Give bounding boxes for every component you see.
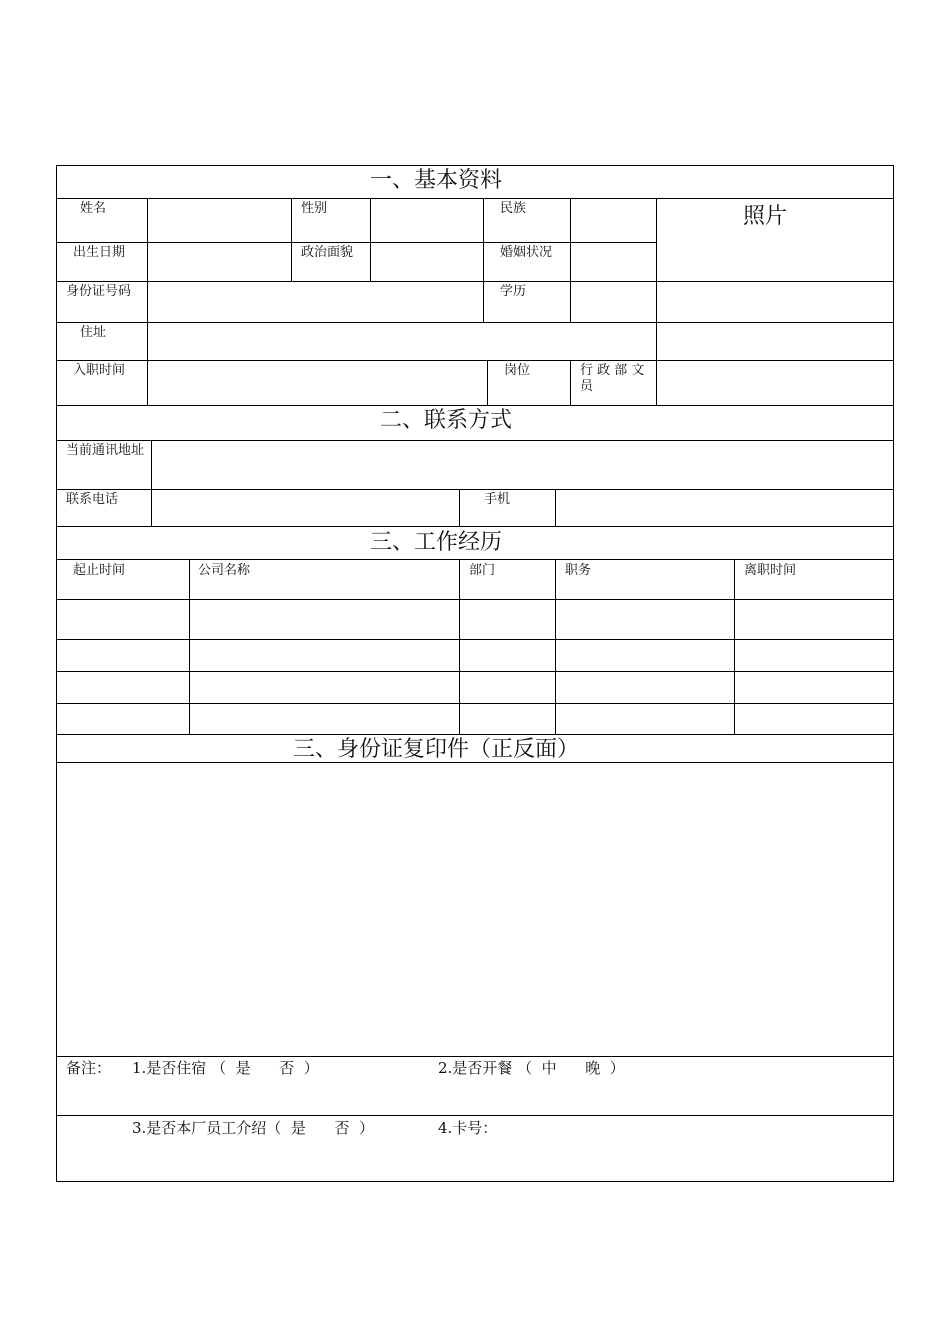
- rule: [56, 671, 894, 672]
- rule: [56, 440, 894, 441]
- rule: [555, 489, 556, 527]
- note-accommodation: 1.是否住宿 （ 是 否 ）: [132, 1059, 319, 1077]
- gender-label: 性别: [301, 201, 328, 216]
- border-top: [56, 165, 894, 166]
- rule: [56, 322, 894, 323]
- rule: [555, 559, 556, 735]
- rule: [56, 489, 894, 490]
- note-card-number: 4.卡号：: [438, 1119, 498, 1137]
- rule: [56, 405, 894, 406]
- mail-address-label: 当前通讯地址: [66, 443, 145, 458]
- rule: [483, 198, 484, 323]
- work-header-department: 部门: [469, 563, 496, 578]
- hire-date-label: 入职时间: [73, 363, 126, 378]
- rule: [151, 440, 152, 527]
- rule: [734, 559, 735, 735]
- rule: [56, 559, 894, 560]
- rule: [570, 360, 571, 406]
- rule: [56, 198, 894, 199]
- rule: [459, 559, 460, 735]
- rule: [56, 1115, 894, 1116]
- rule: [56, 734, 894, 735]
- name-label: 姓名: [80, 201, 107, 216]
- photo-label: 照片: [743, 204, 788, 229]
- work-header-leave-date: 离职时间: [744, 563, 797, 578]
- rule: [56, 599, 894, 600]
- rule: [370, 198, 371, 282]
- rule: [56, 281, 894, 282]
- rule: [459, 489, 460, 527]
- work-header-company: 公司名称: [198, 563, 251, 578]
- section-title-basic: 一、基本资料: [369, 168, 502, 193]
- border-right: [893, 165, 894, 1182]
- ethnicity-label: 民族: [500, 201, 527, 216]
- border-bottom: [56, 1181, 894, 1182]
- work-header-period: 起止时间: [73, 563, 126, 578]
- section-title-contact: 二、联系方式: [379, 408, 512, 433]
- id-number-label: 身份证号码: [66, 284, 132, 299]
- section-title-id-copy: 三、身份证复印件（正反面）: [292, 737, 579, 762]
- political-status-label: 政治面貌: [301, 245, 354, 260]
- rule: [189, 559, 190, 735]
- rule: [56, 1056, 894, 1057]
- education-label: 学历: [500, 284, 527, 299]
- rule: [656, 198, 657, 406]
- rule: [570, 198, 571, 323]
- rule: [56, 526, 894, 527]
- position-label: 岗位: [504, 363, 531, 378]
- work-header-title: 职务: [565, 563, 592, 578]
- phone-label: 联系电话: [66, 492, 119, 507]
- birth-date-label: 出生日期: [73, 245, 126, 260]
- rule: [487, 360, 488, 406]
- rule: [56, 639, 894, 640]
- section-title-work: 三、工作经历: [369, 530, 502, 555]
- rule: [147, 198, 148, 406]
- position-value: 行 政 部 文 员: [580, 363, 645, 394]
- marital-status-label: 婚姻状况: [500, 245, 553, 260]
- notes-label: 备注：: [66, 1059, 112, 1077]
- rule: [291, 198, 292, 282]
- border-left: [56, 165, 57, 1182]
- mobile-label: 手机: [484, 492, 511, 507]
- rule: [56, 703, 894, 704]
- note-meals: 2.是否开餐 （ 中 晚 ）: [438, 1059, 625, 1077]
- address-label: 住址: [80, 325, 107, 340]
- rule: [56, 360, 894, 361]
- note-referral: 3.是否本厂员工介绍（ 是 否 ）: [132, 1119, 374, 1137]
